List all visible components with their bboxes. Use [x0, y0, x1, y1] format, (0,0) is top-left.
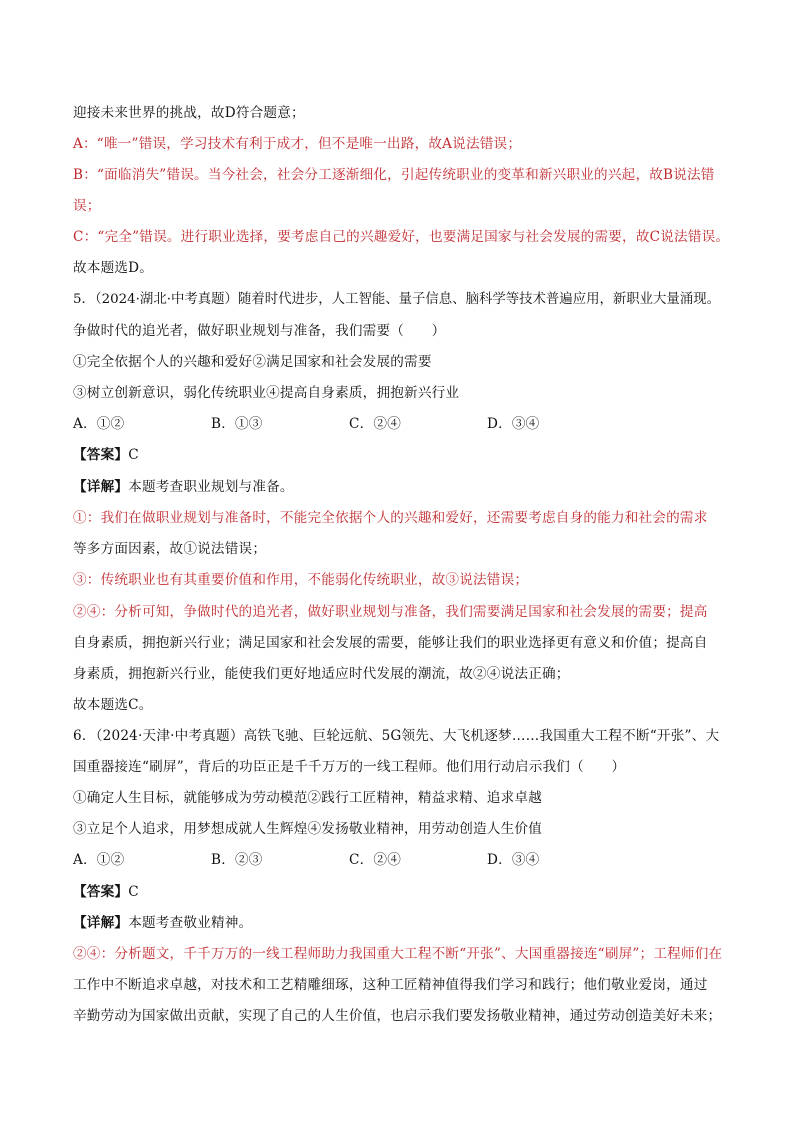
detail-text: 本题考查敬业精神。 [128, 915, 253, 931]
option-a: A．①② [73, 416, 125, 432]
explanation-line: ②④：分析题文，千千万万的一线工程师助力我国重大工程不断“开张”、大国重器接连“刷屏”；工程师们在 [73, 946, 723, 962]
answer-value: C [128, 447, 139, 463]
answer-value: C [128, 884, 139, 900]
explanation-line: ①：我们在做职业规划与准备时，不能完全依据个人的兴趣和爱好，还需要考虑自身的能力和社会的需求 [73, 510, 708, 526]
question-item: ①确定人生目标，就能够成为劳动模范②践行工匠精神，精益求精、追求卓越 [73, 790, 542, 806]
option-b: B．①③ [211, 416, 263, 432]
explanation-line: 工作中不断追求卓越，对技术和工艺精雕细琢，这种工匠精神值得我们学习和践行；他们敬业爱岗，通过 [73, 977, 708, 993]
conclusion-line: 故本题选C。 [73, 697, 153, 713]
explanation-line: 身素质，拥抱新兴行业，能使我们更好地适应时代发展的潮流，故②④说法正确； [73, 666, 570, 682]
options-row [73, 850, 733, 870]
text-line: 迎接未来世界的挑战，故D符合题意； [73, 105, 305, 121]
answer-label: 【答案】 [73, 447, 129, 463]
explanation-line: ②④：分析可知，争做时代的追光者，做好职业规划与准备，我们需要满足国家和社会发展的需要；提高 [73, 604, 708, 620]
question-item: ①完全依据个人的兴趣和爱好②满足国家和社会发展的需要 [73, 354, 432, 370]
option-d: D．③④ [487, 852, 540, 868]
explanation-line: ③：传统职业也有其重要价值和作用，不能弱化传统职业，故③说法错误； [73, 572, 529, 588]
detail-line [73, 477, 733, 497]
text-line-red: B：“面临消失”错误。当今社会，社会分工逐渐细化，引起传统职业的变革和新兴职业的兴起，故B说法错 [73, 167, 715, 183]
option-c: C．②④ [349, 852, 401, 868]
answer-line [73, 445, 733, 465]
options-row [73, 414, 733, 434]
answer-label: 【答案】 [73, 884, 129, 900]
detail-text: 本题考查职业规划与准备。 [128, 479, 294, 495]
explanation-line: 自身素质，拥抱新兴行业；满足国家和社会发展的需要，能够让我们的职业选择更有意义和价值；提高自 [73, 635, 708, 651]
explanation-line: 辛勤劳动为国家做出贡献，实现了自己的人生价值，也启示我们要发扬敬业精神，通过劳动创造美好未来； [73, 1008, 722, 1024]
detail-line [73, 913, 733, 933]
detail-label: 【详解】 [73, 915, 129, 931]
option-d: D．③④ [487, 416, 540, 432]
answer-line [73, 882, 733, 902]
option-c: C．②④ [349, 416, 401, 432]
detail-label: 【详解】 [73, 479, 129, 495]
text-line-red: C：“完全”错误。进行职业选择，要考虑自己的兴趣爱好，也要满足国家与社会发展的需要，故C说法错误。 [73, 229, 730, 245]
text-line: 故本题选D。 [73, 260, 154, 276]
explanation-line: 等多方面因素，故①说法错误； [73, 541, 267, 557]
question-item: ③立足个人追求，用梦想成就人生辉煌④发扬敬业精神，用劳动创造人生价值 [73, 821, 542, 837]
text-line-red: A：“唯一”错误，学习技术有利于成才，但不是唯一出路，故A说法错误； [73, 136, 522, 152]
text-line-red: 误； [73, 198, 101, 214]
option-b: B．②③ [211, 852, 263, 868]
option-a: A．①② [73, 852, 125, 868]
question-stem: 争做时代的追光者，做好职业规划与准备，我们需要（ ） [73, 323, 446, 339]
question-item: ③树立创新意识，弱化传统职业④提高自身素质，拥抱新兴行业 [73, 385, 460, 401]
question-stem: 6．（2024·天津·中考真题）高铁飞驰、巨轮远航、5G领先、大飞机逐梦……我国重大工程不断“开张”、大 [73, 728, 720, 744]
question-stem: 国重器接连“刷屏”，背后的功臣正是千千万万的一线工程师。他们用行动启示我们（ ） [73, 759, 626, 775]
question-stem: 5．（2024·湖北·中考真题）随着时代进步，人工智能、量子信息、脑科学等技术普遍应用，新职业大量涌现。 [73, 292, 720, 307]
